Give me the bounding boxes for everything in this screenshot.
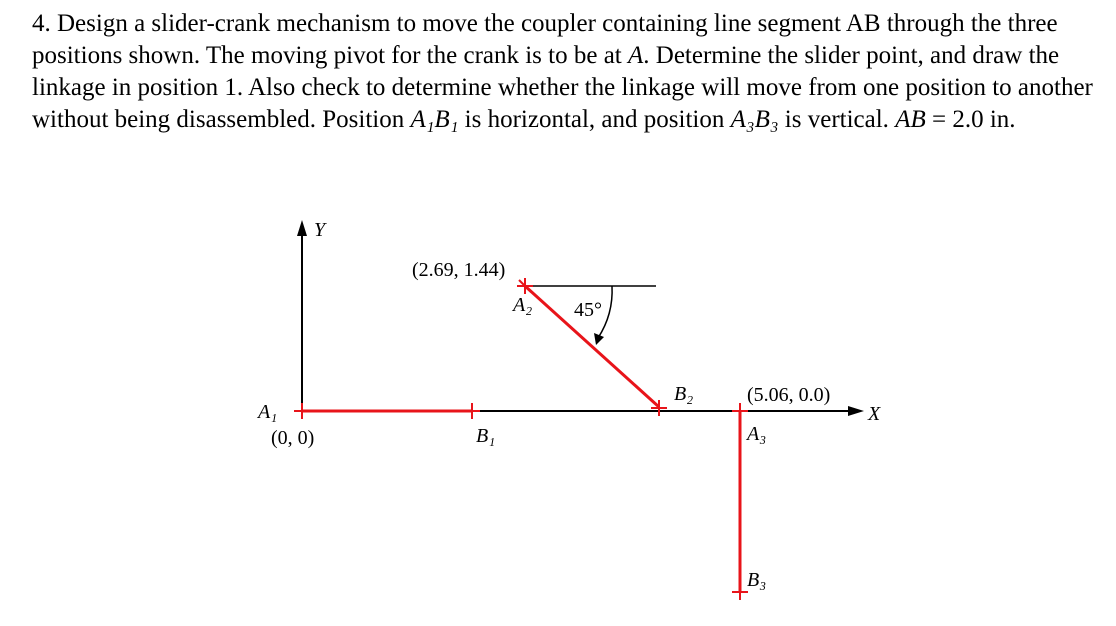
a1-marker (294, 403, 310, 419)
angle-label: 45° (574, 299, 602, 321)
problem-text-4: is vertical. (784, 106, 889, 133)
origin-coordinate: (0, 0) (271, 427, 315, 449)
problem-text-3: is horizontal, and position (464, 106, 725, 133)
a2-marker (517, 278, 533, 294)
b3-label: B₃ (747, 569, 767, 591)
y-axis (297, 220, 307, 411)
angle-arrowhead (594, 333, 604, 345)
a3-marker (732, 403, 748, 419)
problem-text-1: Design a slider-crank mechanism to move the coupler containing line segment AB through the three positions shown. The moving pivot for the crank is to be at (32, 10, 1058, 69)
b2-label: B₂ (674, 383, 694, 405)
b1-marker (464, 403, 480, 419)
position-1-label: A₁B₁ (410, 106, 459, 133)
position-3-label: A₃B₃ (730, 106, 779, 133)
y-axis-label: Y (314, 219, 326, 241)
b1-label: B₁ (476, 425, 496, 447)
problem-number: 4. (32, 10, 51, 37)
pivot-point-label: A (628, 42, 644, 69)
b3-marker (732, 584, 748, 600)
a2-label: A₂ (513, 294, 533, 316)
x-axis-label: X (868, 403, 881, 425)
a1-label: A₁ (258, 401, 278, 423)
length-label: AB (895, 106, 926, 133)
problem-text-2: . Determine the slider point, and draw the linkage in position 1. Also check to determine whether the linkage will move from one position to another without being disassembled. Position (32, 42, 1093, 133)
length-value: = 2.0 in. (931, 106, 1016, 133)
a2-coordinate: (2.69, 1.44) (412, 259, 506, 281)
a3-label: A₃ (747, 423, 767, 445)
a3-coordinate: (5.06, 0.0) (747, 384, 831, 406)
